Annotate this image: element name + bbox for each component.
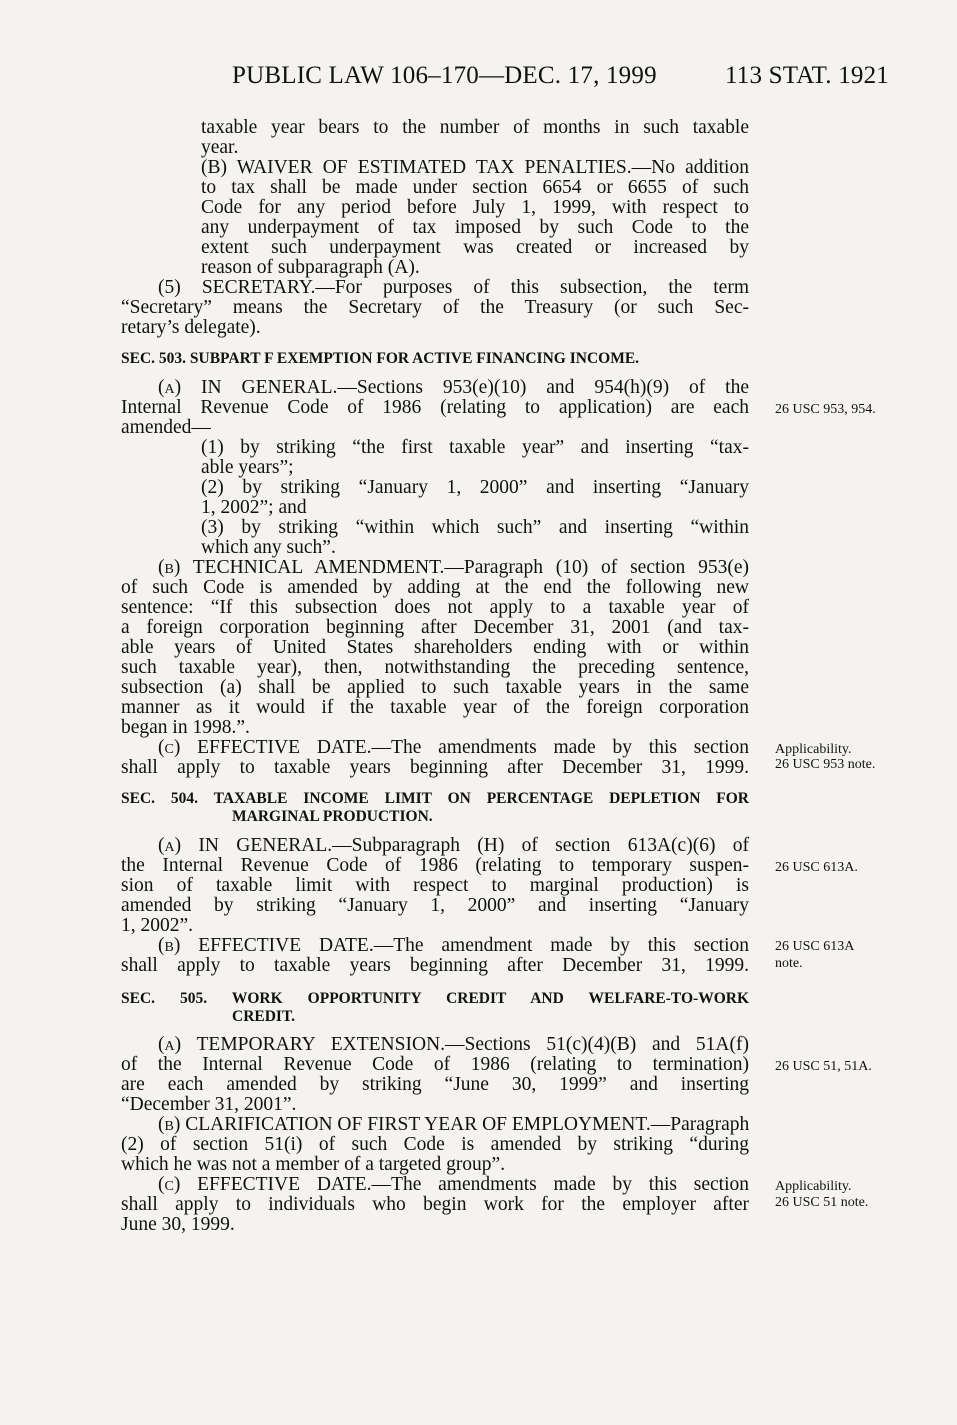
text-line: “December 31, 2001”.: [121, 1094, 297, 1115]
text-fragment: —Paragraph: [650, 1114, 750, 1135]
margin-note-usc: 26 USC 51 note.: [775, 1195, 869, 1210]
text-line: June 30, 1999.: [121, 1214, 235, 1235]
section-504-title-cont: MARGINAL PRODUCTION.: [232, 808, 433, 825]
text-line: the Internal Revenue Code of 1986 (relating to temporary suspen-: [121, 855, 749, 876]
section-503a-heading: (a) IN GENERAL.: [158, 377, 338, 398]
text-line: shall apply to taxable years beginning after December 31, 1999.: [121, 955, 749, 976]
section-504a-line: [158, 836, 749, 856]
section-504-title: SEC. 504. TAXABLE INCOME LIMIT ON PERCENTAGE DEPLETION FOR: [121, 790, 749, 807]
paragraph-b-heading: (B) WAIVER OF ESTIMATED TAX PENALTIES.: [201, 157, 632, 178]
text-line: taxable year bears to the number of months in such taxable: [201, 117, 749, 138]
margin-note-usc: 26 USC 953, 954.: [775, 402, 876, 417]
margin-note-usc: 26 USC 51, 51A.: [775, 1059, 872, 1074]
list-item-line: (2) by striking “January 1, 2000” and inserting “January: [201, 477, 749, 498]
text-line: “Secretary” means the Secretary of the Treasury (or such Sec-: [121, 297, 749, 318]
text-fragment: —Subparagraph (H) of section 613A(c)(6) of: [332, 835, 749, 856]
paragraph-b-line: [201, 158, 749, 178]
margin-note-usc: 26 USC 613A.: [775, 860, 858, 875]
text-line: are each amended by striking “June 30, 1999” and inserting: [121, 1074, 749, 1095]
section-503c-line: [158, 738, 749, 758]
text-fragment: —Sections 51(c)(4)(B) and 51A(f): [445, 1034, 749, 1055]
section-504b-line: [158, 936, 749, 956]
text-line: a foreign corporation beginning after December 31, 2001 (and tax-: [121, 617, 749, 638]
text-line: able years of United States shareholders ending with or within: [121, 637, 749, 658]
text-fragment: —The amendments made by this section: [371, 737, 749, 758]
section-505c-line: [158, 1175, 749, 1195]
section-503c-heading: (c) EFFECTIVE DATE.: [158, 737, 372, 758]
text-line: such taxable year), then, notwithstanding the preceding sentence,: [121, 657, 749, 678]
text-line: manner as it would if the taxable year of the foreign corporation: [121, 697, 749, 718]
text-fragment: —Paragraph (10) of section 953(e): [444, 557, 749, 578]
text-line: sentence: “If this subsection does not apply to a taxable year of: [121, 597, 749, 618]
text-line: shall apply to taxable years beginning after December 31, 1999.: [121, 757, 749, 778]
text-line: (2) of section 51(i) of such Code is amended by striking “during: [121, 1134, 749, 1155]
list-item-line: able years”;: [201, 457, 294, 478]
text-fragment: —For purposes of this subsection, the term: [315, 277, 749, 298]
text-line: began in 1998.”.: [121, 717, 250, 738]
text-line: sion of taxable limit with respect to marginal production) is: [121, 875, 749, 896]
text-line: retary’s delegate).: [121, 317, 261, 338]
text-line: which he was not a member of a targeted group”.: [121, 1154, 506, 1175]
text-line: any underpayment of tax imposed by such Code to the: [201, 217, 749, 238]
text-line: shall apply to individuals who begin work for the employer after: [121, 1194, 749, 1215]
running-header-law: PUBLIC LAW 106–170—DEC. 17, 1999: [232, 62, 657, 89]
text-line: of the Internal Revenue Code of 1986 (relating to termination): [121, 1054, 749, 1075]
section-504a-heading: (a) IN GENERAL.: [158, 835, 333, 856]
list-item-line: 1, 2002”; and: [201, 497, 307, 518]
margin-note-applicability: Applicability.: [775, 1179, 852, 1194]
text-line: reason of subparagraph (A).: [201, 257, 420, 278]
text-line: extent such underpayment was created or increased by: [201, 237, 749, 258]
section-503-title: SEC. 503. SUBPART F EXEMPTION FOR ACTIVE FINANCING INCOME.: [121, 350, 640, 367]
text-fragment: —No addition: [631, 157, 749, 178]
text-fragment: —The amendment made by this section: [373, 935, 749, 956]
margin-note-applicability: Applicability.: [775, 742, 852, 757]
section-503b-line: [158, 558, 749, 578]
section-505c-heading: (c) EFFECTIVE DATE.: [158, 1174, 372, 1195]
margin-note-usc: 26 USC 613A: [775, 939, 855, 954]
paragraph-5-line: [158, 278, 749, 298]
section-505a-line: [158, 1035, 749, 1055]
text-line: to tax shall be made under section 6654 or 6655 of such: [201, 177, 749, 198]
margin-note-usc: 26 USC 953 note.: [775, 757, 876, 772]
text-line: amended by striking “January 1, 2000” and inserting “January: [121, 895, 749, 916]
text-line: 1, 2002”.: [121, 915, 194, 936]
text-line: Code for any period before July 1, 1999, with respect to: [201, 197, 749, 218]
text-fragment: —The amendments made by this section: [371, 1174, 749, 1195]
text-fragment: —Sections 953(e)(10) and 954(h)(9) of the: [337, 377, 750, 398]
section-503a-line: [158, 378, 749, 398]
section-505-title-cont: CREDIT.: [232, 1008, 296, 1025]
list-item-line: (1) by striking “the first taxable year” and inserting “tax-: [201, 437, 749, 458]
text-line: year.: [201, 137, 239, 158]
section-505a-heading: (a) TEMPORARY EXTENSION.: [158, 1034, 446, 1055]
section-504b-heading: (b) EFFECTIVE DATE.: [158, 935, 374, 956]
list-item-line: (3) by striking “within which such” and inserting “within: [201, 517, 749, 538]
section-505-title: SEC. 505. WORK OPPORTUNITY CREDIT AND WELFARE-TO-WORK: [121, 990, 749, 1007]
margin-note-note: note.: [775, 956, 803, 971]
section-503b-heading: (b) TECHNICAL AMENDMENT.: [158, 557, 445, 578]
running-header-stat: 113 STAT. 1921: [725, 62, 889, 89]
section-505b-line: [158, 1115, 749, 1135]
text-line: subsection (a) shall be applied to such taxable years in the same: [121, 677, 749, 698]
text-line: amended—: [121, 417, 211, 438]
list-item-line: which any such”.: [201, 537, 336, 558]
paragraph-5-heading: (5) SECRETARY.: [158, 277, 316, 298]
text-line: Internal Revenue Code of 1986 (relating to application) are each: [121, 397, 749, 418]
section-505b-heading: (b) CLARIFICATION OF FIRST YEAR OF EMPLOYMENT.: [158, 1114, 651, 1135]
text-line: of such Code is amended by adding at the end the following new: [121, 577, 749, 598]
